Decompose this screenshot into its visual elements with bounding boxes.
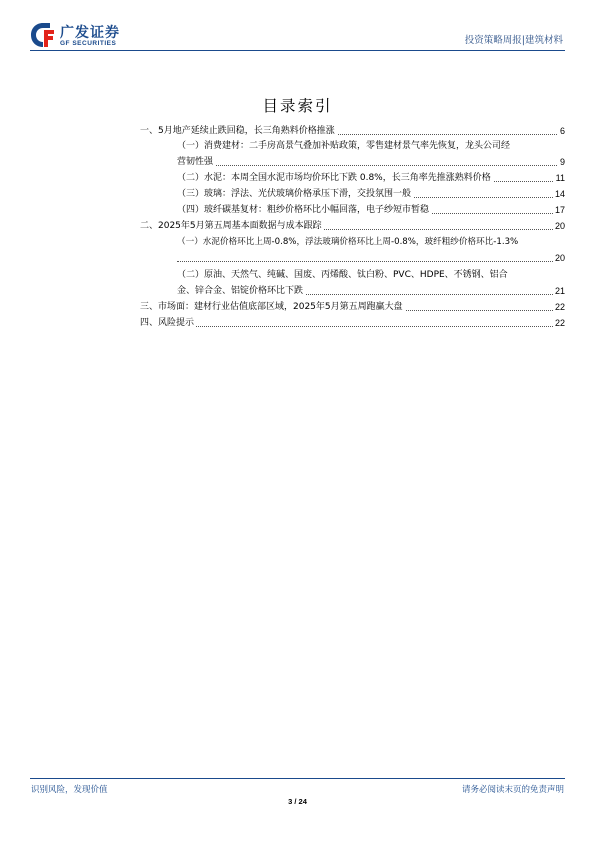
toc-entry-page: 22 [554, 302, 565, 312]
report-category: 投资策略周报|建筑材料 [464, 35, 563, 46]
toc-entry[interactable] [140, 300, 565, 314]
page-header [30, 20, 565, 50]
toc-entry-text: 二、2025年5月第五周基本面数据与成本跟踪 [140, 221, 322, 231]
toc-entry-page: 11 [555, 173, 565, 183]
toc-entry[interactable] [177, 284, 565, 298]
toc-entry-text: 一、5月地产延续止跌回稳，长三角熟料价格推涨 [140, 126, 335, 136]
toc-entry[interactable] [140, 219, 565, 233]
toc-entry-text: （三）玻璃：浮法、光伏玻璃价格承压下滑，交投氛围一般 [177, 189, 412, 199]
toc-entry-page: 20 [554, 221, 565, 231]
toc-entry-page: 22 [554, 318, 565, 328]
toc-entry-text[interactable]: （二）原油、天然气、纯碱、国废、丙烯酸、钛白粉、PVC、HDPE、不锈钢、铝合 [177, 270, 508, 280]
toc-entry[interactable] [177, 251, 565, 265]
toc-entry[interactable] [177, 203, 565, 217]
footer-disclaimer-link[interactable]: 请务必阅读末页的免责声明 [461, 785, 564, 795]
page-number: 3 / 24 [288, 797, 307, 806]
toc-entry-page: 20 [554, 253, 565, 263]
toc-entry-text[interactable]: （一）消费建材：二手房高景气叠加补贴政策，零售建材景气率先恢复，龙头公司经 [177, 141, 511, 151]
logo-chinese-name: 广发证券 [60, 25, 120, 41]
toc-entry[interactable] [177, 187, 565, 201]
toc-entry-page: 17 [554, 205, 565, 215]
toc-entry-page: 6 [559, 126, 565, 136]
gf-securities-logo [30, 22, 160, 52]
toc-entry[interactable] [140, 316, 565, 330]
toc-entry-text: 四、风险提示 [140, 318, 195, 328]
toc-title: 目录索引 [262, 97, 333, 115]
toc-entry-text: （四）玻纤碳基复材：粗纱价格环比小幅回落，电子纱短市暂稳 [177, 205, 430, 215]
logo-english-name: GF SECURITIES [60, 40, 117, 47]
footer-slogan: 识别风险，发现价值 [31, 785, 108, 795]
toc-entry-page: 21 [554, 286, 565, 296]
toc-entry[interactable] [140, 124, 565, 138]
footer-divider [30, 778, 565, 779]
toc-entry-text: （二）水泥：本周全国水泥市场均价环比下跌 0.8%，长三角率先推涨熟料价格 [177, 173, 491, 183]
toc-entry-page: 14 [554, 189, 565, 199]
header-divider [30, 50, 565, 51]
toc-entry-text: 营韧性强 [177, 157, 214, 167]
toc-entry[interactable] [177, 171, 565, 185]
toc-entry-page: 9 [559, 157, 565, 167]
toc-entry-text: 三、市场面：建材行业估值底部区域，2025年5月第五周跑赢大盘 [140, 302, 403, 312]
gf-logo-icon [30, 22, 56, 48]
toc-entry[interactable] [177, 155, 565, 169]
toc-entry-text[interactable]: （一）水泥价格环比上周-0.8%，浮法玻璃价格环比上周-0.8%，玻纤粗纱价格环比-1.3% [177, 237, 519, 247]
toc-entry-text: 金、锌合金、铝锭价格环比下跌 [177, 286, 304, 296]
